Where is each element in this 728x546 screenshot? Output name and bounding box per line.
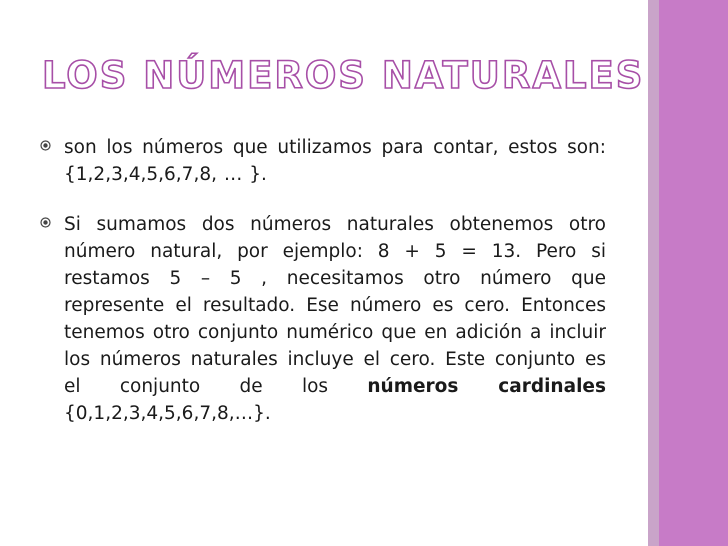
- bold-term: números cardinales: [367, 376, 606, 397]
- circled-dot-icon: [40, 217, 51, 228]
- bullet-list: [40, 134, 606, 450]
- decorative-bar-light: [648, 0, 659, 546]
- bullet-text-part: Si sumamos dos números naturales obtenemos otro número natural, por ejemplo: 8 + 5 = 13. Pero si restamos 5 – 5 , necesitamos otro número que represente el resultado. Ese número es cero. Entonces tenemos otro conjunto numérico que en adición a incluir los números naturales incluye el cero. Este conjunto es el conjunto de los: [64, 214, 606, 397]
- bullet-item-2: [40, 211, 606, 427]
- slide-title: LOS NÚMEROS NATURALES: [42, 54, 645, 97]
- bullet-text: [64, 211, 606, 427]
- bullet-text-part: {0,1,2,3,4,5,6,7,8,…}.: [64, 403, 271, 424]
- bullet-item-1: [40, 134, 606, 188]
- bullet-text: son los números que utilizamos para contar, estos son: {1,2,3,4,5,6,7,8, … }.: [64, 137, 606, 185]
- circled-dot-icon: [40, 140, 51, 151]
- decorative-bar: [659, 0, 728, 546]
